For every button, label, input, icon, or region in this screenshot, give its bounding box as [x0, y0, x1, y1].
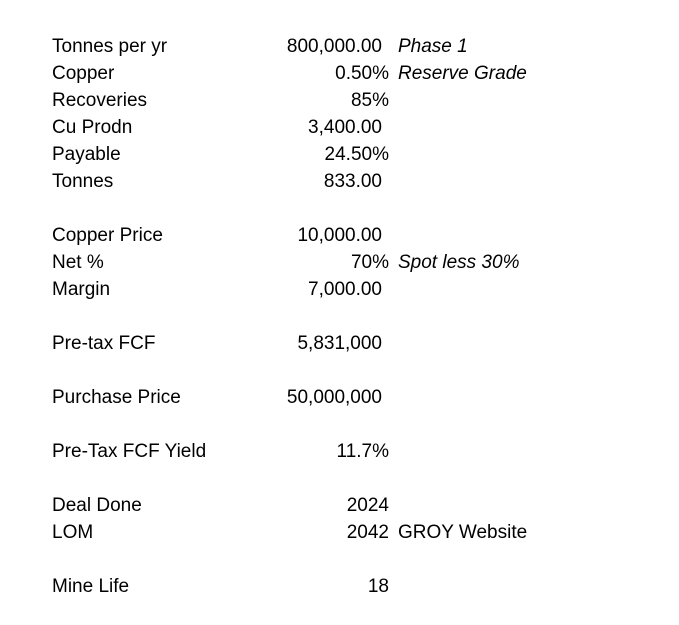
row-label: Mine Life	[52, 576, 130, 597]
row-label: Pre-Tax FCF Yield	[52, 441, 207, 462]
table-row	[0, 168, 679, 195]
table-row	[0, 141, 679, 168]
row-label: Purchase Price	[52, 387, 181, 408]
blank-row	[0, 411, 679, 438]
blank-row	[0, 546, 679, 573]
row-value: 70%	[350, 252, 389, 273]
row-value: 2042	[346, 522, 389, 543]
row-label: Recoveries	[52, 90, 148, 111]
row-note: Spot less 30%	[398, 252, 520, 273]
row-label: Cu Prodn	[52, 117, 133, 138]
table-row	[0, 384, 679, 411]
table-row	[0, 330, 679, 357]
table-row	[0, 114, 679, 141]
row-value: 11.7%	[336, 441, 389, 462]
row-value: 18	[367, 576, 389, 597]
table-row	[0, 87, 679, 114]
row-label: Payable	[52, 144, 121, 165]
row-value: 5,831,000	[297, 333, 382, 354]
blank-row	[0, 357, 679, 384]
blank-row	[0, 195, 679, 222]
row-value: 24.50%	[324, 144, 389, 165]
row-label: Copper	[52, 63, 115, 84]
row-note: Reserve Grade	[398, 63, 527, 84]
row-label: Copper Price	[52, 225, 163, 246]
row-label: Net %	[52, 252, 104, 273]
row-value: 2024	[346, 495, 389, 516]
row-value: 85%	[350, 90, 389, 111]
table-row	[0, 60, 679, 87]
row-label: Margin	[52, 279, 111, 300]
row-value: 3,400.00	[308, 117, 382, 138]
table-row	[0, 222, 679, 249]
row-label: Tonnes	[52, 171, 114, 192]
blank-row	[0, 465, 679, 492]
row-label: Pre-tax FCF	[52, 333, 156, 354]
row-label: Tonnes per yr	[52, 36, 168, 57]
row-label: Deal Done	[52, 495, 142, 516]
table-row	[0, 492, 679, 519]
blank-row	[0, 303, 679, 330]
row-value: 50,000,000	[286, 387, 382, 408]
table-row	[0, 276, 679, 303]
table-row	[0, 33, 679, 60]
table-row	[0, 249, 679, 276]
row-note: GROY Website	[398, 522, 528, 543]
row-note: Phase 1	[398, 36, 468, 57]
row-value: 800,000.00	[286, 36, 382, 57]
row-label: LOM	[52, 522, 94, 543]
row-value: 0.50%	[335, 63, 389, 84]
row-value: 10,000.00	[297, 225, 382, 246]
table-row	[0, 438, 679, 465]
table-row	[0, 573, 679, 600]
row-value: 7,000.00	[308, 279, 382, 300]
spreadsheet-table	[0, 33, 679, 600]
table-row	[0, 519, 679, 546]
row-value: 833.00	[323, 171, 382, 192]
